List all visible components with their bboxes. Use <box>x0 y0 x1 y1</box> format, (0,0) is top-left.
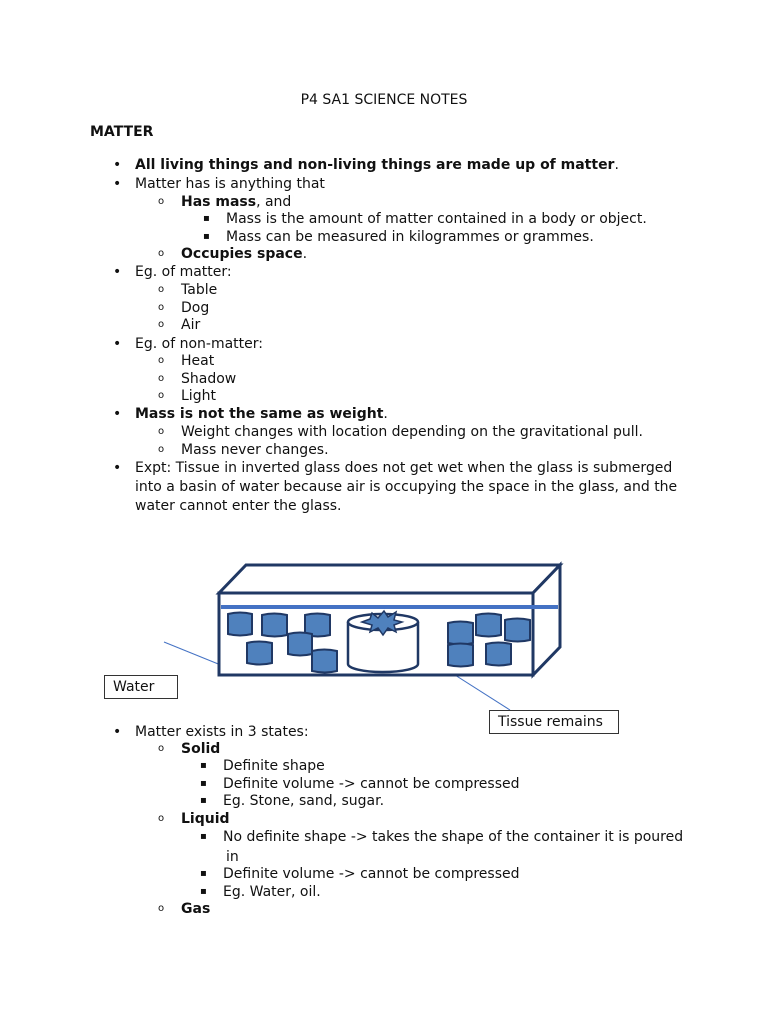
bullet-marker: • <box>113 264 122 280</box>
sub-sub-bullet-marker: ▪ <box>200 778 207 789</box>
sub-sub-bullet-marker: ▪ <box>200 868 207 879</box>
water-label: Water <box>104 675 178 699</box>
sub-bullet-marker: o <box>158 248 165 259</box>
sub-bullet-marker: o <box>158 390 165 401</box>
list-item: Definite volume -> cannot be compressed <box>223 776 520 792</box>
list-item: No definite shape -> takes the shape of the container it is poured <box>223 829 684 845</box>
list-item: Air <box>181 317 201 333</box>
list-item: Eg. Stone, sand, sugar. <box>223 793 385 809</box>
section-heading-matter: MATTER <box>90 124 154 140</box>
bullet-marker: • <box>113 460 122 476</box>
list-item: Definite volume -> cannot be compressed <box>223 866 520 882</box>
sub-sub-bullet-marker: ▪ <box>200 760 207 771</box>
sub-sub-bullet-marker: ▪ <box>200 795 207 806</box>
list-item: Eg. Water, oil. <box>223 884 321 900</box>
sub-sub-bullet-marker: ▪ <box>203 213 210 224</box>
list-item: Weight changes with location depending on the gravitational pull. <box>181 424 644 440</box>
sub-bullet-marker: o <box>158 903 165 914</box>
list-item: Definite shape <box>223 758 325 774</box>
sub-bullet-marker: o <box>158 319 165 330</box>
sub-bullet-marker: o <box>158 426 165 437</box>
state-gas: Gas <box>181 901 211 917</box>
sub-bullet-marker: o <box>158 444 165 455</box>
sub-bullet-marker: o <box>158 355 165 366</box>
list-item-experiment: Expt: Tissue in inverted glass does not get wet when the glass is submerged into a basin of water because air is occupying the space in the glass, and the water cannot enter the glass. <box>135 460 678 514</box>
list-item: Heat <box>181 353 215 369</box>
sub-bullet-marker: o <box>158 373 165 384</box>
tank-top-face <box>219 565 560 593</box>
list-item: Mass is the amount of matter contained in a body or object. <box>226 211 647 227</box>
tissue-remains-label: Tissue remains <box>489 710 619 734</box>
state-solid: Solid <box>181 741 221 757</box>
sub-sub-bullet-marker: ▪ <box>200 831 207 842</box>
list-item: Light <box>181 388 216 404</box>
sub-sub-bullet-marker: ▪ <box>203 231 210 242</box>
sub-bullet-marker: o <box>158 743 165 754</box>
bullet-marker: • <box>113 336 122 352</box>
sub-bullet-marker: o <box>158 813 165 824</box>
bullet-marker: • <box>113 406 122 422</box>
list-item: Mass can be measured in kilogrammes or grammes. <box>226 229 594 245</box>
bullet-marker: • <box>113 724 122 740</box>
list-item: Occupies space. <box>181 246 308 262</box>
sub-bullet-marker: o <box>158 284 165 295</box>
list-item: Mass never changes. <box>181 442 329 458</box>
list-item: Eg. of non-matter: <box>135 336 263 352</box>
list-item: Eg. of matter: <box>135 264 232 280</box>
bullet-marker: • <box>113 157 122 173</box>
sub-sub-bullet-marker: ▪ <box>200 886 207 897</box>
page-title: P4 SA1 SCIENCE NOTES <box>300 92 468 108</box>
list-item: Dog <box>181 300 210 316</box>
bullet-marker: • <box>113 176 122 192</box>
list-item: Mass is not the same as weight. <box>135 406 388 422</box>
list-item: Table <box>181 282 218 298</box>
list-item: Matter has is anything that <box>135 176 325 192</box>
sub-bullet-marker: o <box>158 196 165 207</box>
list-item: Matter exists in 3 states: <box>135 724 309 740</box>
list-item-continued: in <box>226 849 239 865</box>
state-liquid: Liquid <box>181 811 230 827</box>
list-item: All living things and non-living things are made up of matter. <box>135 157 619 173</box>
list-item: Shadow <box>181 371 237 387</box>
sub-bullet-marker: o <box>158 302 165 313</box>
list-item: Has mass, and <box>181 194 292 210</box>
